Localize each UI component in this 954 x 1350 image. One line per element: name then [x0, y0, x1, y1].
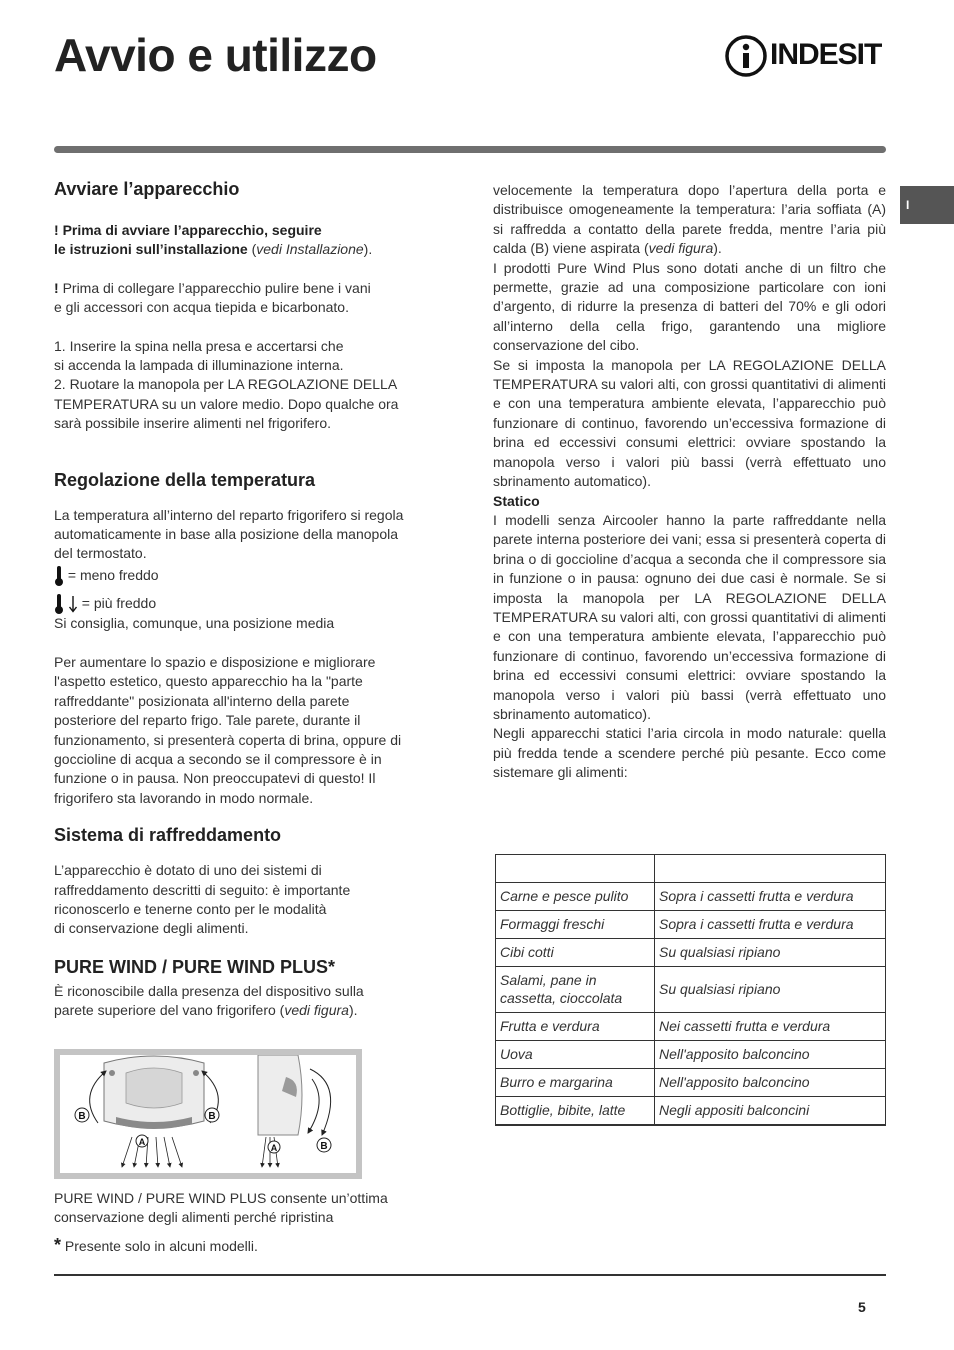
- table-header-row: [496, 855, 886, 883]
- table-row: Burro e margarina Nell'apposito balconcino: [496, 1069, 886, 1097]
- brand-logo-icon: [724, 34, 768, 78]
- arrow-down-icon: [68, 595, 78, 613]
- advice-text: Si consiglia, comunque, una posizione media: [54, 615, 335, 632]
- brand-name: INDESIT: [770, 38, 882, 71]
- section-heading-temperature: Regolazione della temperatura: [54, 469, 316, 490]
- temperature-intro: La temperatura all’interno del reparto frigorifero si regola automaticamente in base alla posizione della manopola del termostato.: [54, 506, 404, 562]
- legend-more-cold: = più freddo: [54, 594, 446, 614]
- header-rule: [54, 146, 886, 153]
- section-heading-pure-wind: PURE WIND / PURE WIND PLUS*: [54, 956, 336, 977]
- step-list: 1. Inserire la spina nella presa e accertarsi che si accenda la lampada di illuminazione interna. 2. Ruotare la manopola per LA REGOLAZIONE DELLA TEMPERATURA su un valore medio. Dopo qualche ora sarà possibile inserire alimenti nel frigorifero.: [54, 337, 399, 432]
- cooling-intro: L’apparecchio è dotato di uno dei sistemi di raffreddamento descritti di seguito: è importante riconoscerlo e tenerne conto per le modalità di conservazione degli alimenti.: [54, 862, 351, 937]
- footer-rule: [54, 1274, 886, 1276]
- thermometer-cold-icon: [54, 594, 64, 614]
- back-wall-text: Per aumentare lo spazio e disposizione e migliorare l'aspetto estetico, questo apparecchio ha la "parte raffreddante" posizionata all'interno della parete posteriore del reparto frigo. Tale parete, durante il funzionamento, si presenterà coperta di brina, oppure di goccioline di acqua a secondo se il compressore è in funzione o in pausa. Non preoccupatevi di questo! Il frigorifero sta lavorando in modo normale.: [54, 653, 402, 806]
- footnote: * Presente solo in alcuni modelli.: [54, 1235, 258, 1255]
- section-heading-start: Avviare l’apparecchio: [54, 179, 240, 199]
- svg-text:B: B: [78, 1111, 86, 1122]
- legend-less-cold: = meno freddo: [54, 566, 446, 586]
- table-row: Bottiglie, bibite, latte Negli appositi balconcini: [496, 1097, 886, 1125]
- airflow-figure: [54, 1049, 362, 1179]
- pure-wind-warning: Se si imposta la manopola per LA REGOLAZIONE DELLA TEMPERATURA su valori alti, con grossi quantitativi di alimenti e con una temperatura ambiente elevata, l’apparecchio può funzionare di continuo, favorendo un’eccessiva formazione di brina ed eccessivi consumi elettrici: ovviare spostando la manopola verso i valori più bassi (verrà effettuato uno sbrinamento automatico).: [493, 356, 886, 490]
- warning-clean: ! Prima di collegare l’apparecchio pulire bene i vani e gli accessori con acqua tiepida e bicarbonato.: [54, 279, 371, 316]
- table-row: Cibi cotti Su qualsiasi ripiano: [496, 939, 886, 967]
- page-number: 5: [858, 1299, 866, 1315]
- language-tab: I: [900, 186, 954, 224]
- food-storage-table: [495, 854, 886, 1126]
- pure-wind-description: velocemente la temperatura dopo l’apertura della porta e distribuisce omogeneamente la temperatura: l’aria soffiata (A) si raffredda a contatto della parete fredda, mentre l’aria più calda (B) viene aspirata (vedi figura).: [493, 182, 886, 257]
- left-column: [54, 178, 446, 1021]
- thermometer-icon: [54, 566, 64, 586]
- airflow-diagram: [60, 1055, 356, 1173]
- table-row: Frutta e verdura Nei cassetti frutta e verdura: [496, 1013, 886, 1041]
- svg-text:A: A: [138, 1137, 146, 1147]
- pure-wind-benefit: PURE WIND / PURE WIND PLUS consente un’ottima conservazione degli alimenti perché ripristina: [54, 1190, 388, 1226]
- svg-text:B: B: [320, 1141, 328, 1152]
- table-row: Salami, pane in cassetta, cioccolata Su qualsiasi ripiano: [496, 967, 886, 1013]
- section-heading-cooling: Sistema di raffreddamento: [54, 825, 282, 846]
- svg-text:A: A: [270, 1143, 278, 1153]
- right-column: [493, 181, 886, 783]
- table-row: Formaggi freschi Sopra i cassetti frutta e verdura: [496, 911, 886, 939]
- footnote-star: *: [54, 1235, 62, 1255]
- page-title: Avvio e utilizzo: [54, 29, 377, 81]
- pure-wind-intro: È riconoscibile dalla presenza del dispositivo sulla parete superiore del vano frigorifero (vedi figura).: [54, 982, 364, 1019]
- static-storage-intro: Negli apparecchi statici l’aria circola in modo naturale: quella più fredda tende a scendere perché più pesante. Ecco come sistemare gli alimenti:: [493, 725, 886, 781]
- static-description: I modelli senza Aircooler hanno la parte raffreddante nella parete interna posteriore dei vani; essa si presenterà coperta di brina o di goccioline d’acqua a seconda che il compressore sia in funzione o in pausa: ognuno dei due casi è normale. Se si imposta la manopola per LA REGOLAZIONE DELLA TEMPERATURA su valori alti, con grossi quantitativi di alimenti e con una temperatura ambiente elevata, l’apparecchio può funzionare di continuo, favorendo un’eccessiva formazione di brina ed eccessivi consumi elettrici: ovviare spostando la manopola verso i valori più bassi (verrà effettuato uno sbrinamento automatico).: [493, 511, 886, 722]
- brand-logo: [724, 34, 886, 78]
- pure-wind-side-view: [258, 1055, 331, 1167]
- pure-wind-plus-filter: I prodotti Pure Wind Plus sono dotati anche di un filtro che permette, grazie ad una composizione particolare con ioni d’argento, di ridurre la presenza di batteri del 70% e gli odori all’interno della cella frigo, garantendo una migliore conservazione del cibo.: [493, 259, 886, 354]
- table-row: Carne e pesce pulito Sopra i cassetti frutta e verdura: [496, 883, 886, 911]
- pure-wind-front-view: [75, 1056, 219, 1167]
- svg-text:B: B: [208, 1111, 216, 1122]
- table-row: Uova Nell'apposito balconcino: [496, 1041, 886, 1069]
- static-heading: Statico: [493, 492, 540, 509]
- warning-install: ! Prima di avviare l’apparecchio, seguire le istruzioni sull’installazione (vedi Installazione).: [54, 222, 373, 258]
